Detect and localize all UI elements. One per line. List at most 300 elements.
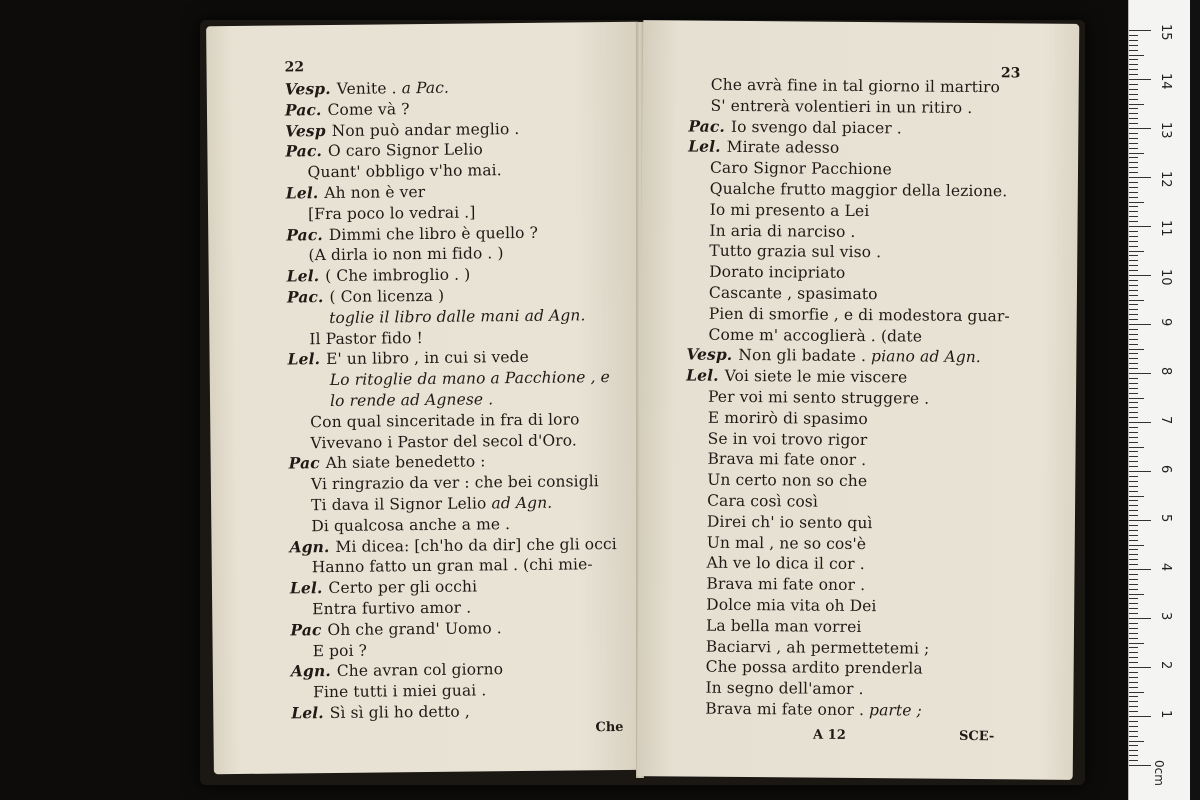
ruler-tick <box>1129 647 1138 648</box>
line-text: Qualche frutto maggior della lezione. <box>709 179 1008 201</box>
line-text: Entra furtivo amor . <box>312 598 472 619</box>
text-line <box>687 220 1010 244</box>
right-page-lines <box>683 75 1012 722</box>
text-line <box>687 262 1010 286</box>
left-page-lines <box>285 76 619 724</box>
text-line <box>288 430 615 454</box>
ruler-tick <box>1129 231 1138 232</box>
ruler-tick <box>1129 628 1138 629</box>
line-text: Vivevano i Pastor del secol d'Oro. <box>310 430 577 452</box>
line-text: Che avran col giorno <box>336 660 504 681</box>
ruler-tick <box>1129 74 1138 75</box>
ruler-tick <box>1129 623 1138 624</box>
ruler-tick <box>1129 594 1144 595</box>
line-text: Io svengo dal piacer . <box>730 117 902 137</box>
ruler-tick <box>1129 461 1138 462</box>
ruler-tick <box>1129 496 1144 497</box>
text-line <box>688 199 1011 223</box>
ruler-tick <box>1129 510 1138 511</box>
line-text: Quant' obbligo v'ho mai. <box>307 161 502 182</box>
measuring-ruler <box>1128 0 1193 800</box>
ruler-tick <box>1129 373 1151 374</box>
line-text: (A dirla io non mi fido . ) <box>308 244 504 265</box>
ruler-tick <box>1129 677 1138 678</box>
line-text: Sì sì gli ho detto , <box>329 702 470 722</box>
text-line <box>684 553 1007 577</box>
line-text: S' entrerà volentieri in un ritiro . <box>710 96 973 117</box>
ruler-unit-label: 0cm <box>1152 760 1166 786</box>
ruler-tick <box>1129 672 1138 673</box>
ruler-tick <box>1129 197 1138 198</box>
ruler-tick <box>1129 35 1138 36</box>
ruler-tick <box>1129 706 1138 707</box>
ruler-number: 7 <box>1158 416 1173 425</box>
line-text: Cara così così <box>707 491 819 511</box>
line-text: Dolce mia vita oh Dei <box>706 595 877 616</box>
ruler-number: 6 <box>1158 465 1173 474</box>
ruler-tick <box>1129 113 1138 114</box>
ruler-number: 2 <box>1158 661 1173 670</box>
line-text: Brava mi fate onor . <box>706 574 866 595</box>
ruler-tick <box>1129 559 1138 560</box>
ruler-tick <box>1129 682 1138 683</box>
text-line <box>686 386 1009 410</box>
stage-direction: toglie il libro dalle mani ad Agn. <box>329 306 586 327</box>
ruler-tick <box>1129 378 1138 379</box>
line-text: Come và ? <box>327 99 410 119</box>
ruler-tick <box>1129 466 1138 467</box>
line-text: Se in voi trovo rigor <box>707 429 868 449</box>
ruler-tick <box>1129 89 1138 90</box>
ruler-tick <box>1129 157 1138 158</box>
text-line <box>686 366 1009 390</box>
text-line <box>688 178 1011 202</box>
ruler-tick <box>1129 353 1138 354</box>
speaker-label: Lel. <box>289 578 323 598</box>
ruler-tick <box>1129 726 1138 727</box>
ruler-tick <box>1129 525 1138 526</box>
line-text: Un mal , ne so cos'è <box>706 533 867 553</box>
ruler-tick <box>1129 564 1138 565</box>
ruler-tick <box>1129 138 1138 139</box>
speaker-label: Agn. <box>290 661 331 681</box>
line-text: Dimmi che libro è quello ? <box>328 223 539 244</box>
line-text: Io mi presento a Lei <box>709 200 870 220</box>
text-line <box>683 678 1006 702</box>
speaker-label: Lel. <box>285 183 319 203</box>
text-line <box>684 636 1007 660</box>
ruler-tick <box>1129 255 1138 256</box>
ruler-tick <box>1129 211 1138 212</box>
ruler-tick <box>1129 202 1144 203</box>
line-text: Che possa ardito prenderla <box>705 657 923 678</box>
text-line <box>685 470 1008 494</box>
right-signature: A 12 <box>813 727 846 743</box>
ruler-tick <box>1129 59 1138 60</box>
left-catchword: Che <box>595 719 624 736</box>
text-line <box>291 700 618 724</box>
ruler-tick <box>1129 128 1151 129</box>
text-line <box>288 409 615 433</box>
line-text: In segno dell'amor . <box>705 678 864 699</box>
left-page-number: 22 <box>284 59 305 76</box>
ruler-tick <box>1129 398 1144 399</box>
line-text: E morirò di spasimo <box>707 408 868 428</box>
line-text: Oh che grand' Uomo . <box>327 618 502 639</box>
ruler-tick <box>1129 216 1138 217</box>
right-page-number: 23 <box>1000 65 1021 82</box>
line-text: Che avrà fine in tal giorno il martiro <box>710 75 1001 97</box>
ruler-tick <box>1129 437 1138 438</box>
ruler-tick <box>1129 79 1151 80</box>
ruler-tick <box>1129 123 1138 124</box>
ruler-tick <box>1129 133 1138 134</box>
text-line <box>683 698 1006 722</box>
stage-direction: ad Agn. <box>491 493 553 513</box>
ruler-tick <box>1129 574 1138 575</box>
speaker-label: Vesp. <box>284 78 331 99</box>
ruler-tick <box>1129 368 1138 369</box>
speaker-label: Lel. <box>688 136 721 157</box>
ruler-tick <box>1129 270 1138 271</box>
ruler-tick <box>1129 491 1138 492</box>
ruler-tick <box>1129 148 1138 149</box>
speaker-label: Lel. <box>686 365 719 385</box>
ruler-tick <box>1129 540 1138 541</box>
ruler-tick <box>1129 692 1144 693</box>
speaker-label: Pac <box>290 619 322 640</box>
speaker-label: Vesp <box>285 120 326 141</box>
speaker-label: Pac. <box>286 287 324 307</box>
ruler-tick <box>1129 701 1138 702</box>
line-text: ( Che imbroglio . ) <box>325 265 471 286</box>
ruler-tick <box>1129 388 1138 389</box>
text-line <box>688 116 1011 140</box>
text-line <box>289 471 616 495</box>
ruler-tick <box>1129 760 1138 761</box>
line-text: Venite . <box>336 79 402 98</box>
ruler-number: 13 <box>1158 122 1173 139</box>
ruler-number: 12 <box>1158 171 1173 188</box>
ruler-tick <box>1129 162 1138 163</box>
line-text: Mi dicea: [ch'ho da dir] che gli occi <box>335 534 617 556</box>
ruler-tick <box>1129 236 1138 237</box>
text-line <box>288 367 615 391</box>
ruler-tick <box>1129 358 1138 359</box>
ruler-tick <box>1129 741 1144 742</box>
ruler-tick <box>1129 716 1151 717</box>
ruler-tick <box>1129 246 1138 247</box>
ruler-tick <box>1129 657 1138 658</box>
ruler-tick <box>1129 608 1138 609</box>
ruler-tick <box>1129 108 1138 109</box>
line-text: ( Con licenza ) <box>329 286 445 306</box>
ruler-tick <box>1129 530 1138 531</box>
ruler-tick <box>1129 182 1138 183</box>
ruler-tick <box>1129 422 1151 423</box>
ruler-number: 3 <box>1158 612 1173 621</box>
ruler-tick <box>1129 412 1138 413</box>
stage-direction: Lo ritoglie da mano a Pacchione , e <box>329 368 610 390</box>
line-text: Hanno fatto un gran mal . (chi mie- <box>311 555 593 577</box>
text-line <box>685 532 1008 556</box>
line-text: Baciarvi , ah permettetemi ; <box>705 637 930 658</box>
line-text: Di qualcosa anche a me . <box>311 514 511 535</box>
line-text: [Fra poco lo vedrai .] <box>307 203 476 224</box>
ruler-number: 14 <box>1158 73 1173 90</box>
stage-direction: parte ; <box>869 701 922 720</box>
text-line <box>685 511 1008 535</box>
speaker-label: Vesp. <box>686 344 733 365</box>
ruler-tick <box>1129 30 1151 31</box>
text-line <box>290 554 617 578</box>
speaker-label: Lel. <box>287 349 321 369</box>
text-line <box>688 158 1011 182</box>
ruler-tick <box>1129 618 1151 619</box>
line-text: Caro Signor Pacchione <box>709 158 892 179</box>
ruler-tick <box>1129 643 1144 644</box>
ruler-tick <box>1129 486 1138 487</box>
ruler-tick <box>1129 569 1151 570</box>
ruler-tick <box>1129 280 1138 281</box>
line-text: Tutto grazia sul viso . <box>709 242 882 262</box>
ruler-tick <box>1129 402 1138 403</box>
ruler-tick <box>1129 241 1138 242</box>
line-text: Ah siate benedetto : <box>325 452 486 473</box>
ruler-tick <box>1129 275 1151 276</box>
text-line <box>287 305 614 329</box>
text-line <box>684 574 1007 598</box>
ruler-tick <box>1129 584 1138 585</box>
ruler-tick <box>1129 265 1138 266</box>
ruler-tick <box>1129 589 1138 590</box>
ruler-tick <box>1129 407 1138 408</box>
ruler-number: 10 <box>1158 269 1173 286</box>
text-line <box>688 137 1011 161</box>
speaker-label: Lel. <box>291 702 324 723</box>
line-text: Per voi mi sento struggere . <box>707 387 930 408</box>
text-line <box>689 75 1012 99</box>
right-catchword: SCE- <box>959 728 995 745</box>
ruler-tick <box>1129 476 1138 477</box>
ruler-tick <box>1129 750 1138 751</box>
ruler-tick <box>1129 662 1138 663</box>
line-text: Certo per gli occhi <box>328 577 478 598</box>
ruler-tick <box>1129 613 1138 614</box>
ruler-tick <box>1129 99 1138 100</box>
ruler-tick <box>1129 711 1138 712</box>
line-text: Mirate adesso <box>726 138 840 158</box>
ruler-tick <box>1129 535 1138 536</box>
ruler-tick <box>1129 667 1151 668</box>
text-line <box>684 594 1007 618</box>
text-line <box>686 428 1009 452</box>
ruler-tick <box>1129 638 1138 639</box>
text-line <box>687 282 1010 306</box>
ruler-tick <box>1129 206 1138 207</box>
ruler-tick <box>1129 652 1138 653</box>
ruler-tick <box>1129 471 1151 472</box>
line-text: Ah ve lo dica il cor . <box>706 554 865 574</box>
ruler-tick <box>1129 687 1138 688</box>
ruler-tick <box>1129 736 1138 737</box>
ruler-number: 4 <box>1158 563 1173 572</box>
ruler-tick <box>1129 167 1138 168</box>
line-text: Pien di smorfie , e di modestora guar- <box>708 304 1010 326</box>
line-text: Ti dava il Signor Lelio <box>311 494 492 515</box>
ruler-tick <box>1129 221 1138 222</box>
ruler-tick <box>1129 755 1138 756</box>
ruler-tick <box>1129 481 1138 482</box>
ruler-tick <box>1129 50 1138 51</box>
ruler-number: 1 <box>1158 710 1173 719</box>
line-text: Come m' accoglierà . (date <box>708 325 923 346</box>
ruler-tick <box>1129 505 1138 506</box>
ruler-tick <box>1129 64 1138 65</box>
ruler-tick <box>1129 84 1138 85</box>
ruler-tick <box>1129 603 1138 604</box>
ruler-tick <box>1129 314 1138 315</box>
ruler-tick <box>1129 177 1151 178</box>
ruler-tick <box>1129 260 1138 261</box>
line-text: E poi ? <box>312 641 368 660</box>
ruler-tick <box>1129 324 1151 325</box>
ruler-tick <box>1129 69 1138 70</box>
stage-direction: piano ad Agn. <box>871 347 981 367</box>
left-page <box>206 22 646 774</box>
ruler-tick <box>1129 696 1138 697</box>
ruler-tick <box>1129 633 1138 634</box>
text-line <box>685 490 1008 514</box>
text-line <box>684 615 1007 639</box>
ruler-tick <box>1129 319 1138 320</box>
line-text: Direi ch' io sento quì <box>706 512 873 532</box>
ruler-tick <box>1129 456 1138 457</box>
line-text: Fine tutti i miei guai . <box>312 681 487 702</box>
ruler-tick <box>1129 579 1138 580</box>
ruler-tick <box>1129 745 1138 746</box>
stage-direction: lo rende ad Agnese . <box>329 390 494 410</box>
ruler-tick <box>1129 94 1138 95</box>
text-line <box>686 324 1009 348</box>
ruler-edge <box>1190 0 1200 800</box>
ruler-tick <box>1129 339 1138 340</box>
ruler-tick <box>1129 442 1138 443</box>
ruler-number: 5 <box>1158 514 1173 523</box>
ruler-tick <box>1129 451 1138 452</box>
ruler-tick <box>1129 549 1138 550</box>
ruler-tick <box>1129 251 1144 252</box>
stage-direction: a Pac. <box>401 78 450 98</box>
ruler-tick <box>1129 417 1138 418</box>
ruler-tick <box>1129 598 1138 599</box>
text-line <box>687 241 1010 265</box>
ruler-number: 11 <box>1158 220 1173 237</box>
ruler-tick <box>1129 363 1138 364</box>
ruler-tick <box>1129 393 1138 394</box>
text-line <box>686 345 1009 369</box>
text-line <box>684 657 1007 681</box>
ruler-tick <box>1129 285 1138 286</box>
speaker-label: Pac. <box>688 116 726 136</box>
ruler-tick <box>1129 344 1138 345</box>
ruler-tick <box>1129 45 1138 46</box>
ruler-tick <box>1129 192 1138 193</box>
ruler-number: 15 <box>1158 24 1173 41</box>
ruler-tick <box>1129 295 1138 296</box>
line-text: Un certo non so che <box>707 470 868 491</box>
speaker-label: Pac. <box>285 141 323 161</box>
ruler-tick <box>1129 40 1138 41</box>
ruler-tick <box>1129 143 1138 144</box>
ruler-tick <box>1129 187 1138 188</box>
line-text: Brava mi fate onor . <box>705 699 870 720</box>
ruler-tick <box>1129 383 1138 384</box>
ruler-tick <box>1129 349 1144 350</box>
line-text: Brava mi fate onor . <box>707 450 867 470</box>
ruler-tick <box>1129 721 1138 722</box>
text-line <box>685 449 1008 473</box>
ruler-tick <box>1129 118 1138 119</box>
ruler-tick <box>1129 153 1144 154</box>
ruler-tick <box>1129 427 1138 428</box>
text-line <box>686 407 1009 431</box>
ruler-tick <box>1129 304 1138 305</box>
line-text: Non può andar meglio . <box>331 119 520 140</box>
ruler-tick <box>1129 104 1144 105</box>
line-text: E' un libro , in cui si vede <box>325 348 529 369</box>
speaker-label: Pac. <box>286 224 323 245</box>
ruler-tick <box>1129 432 1138 433</box>
ruler-tick <box>1129 329 1138 330</box>
line-text: O caro Signor Lelio <box>327 140 484 161</box>
line-text: Voi siete le mie viscere <box>724 366 908 387</box>
text-line <box>688 95 1011 119</box>
line-text: Con qual sinceritade in fra di loro <box>310 410 580 431</box>
line-text: Non gli badate . <box>738 346 872 366</box>
speaker-label: Pac. <box>284 99 322 120</box>
ruler-tick <box>1129 500 1138 501</box>
ruler-tick <box>1129 309 1138 310</box>
text-line <box>687 303 1010 327</box>
speaker-label: Lel. <box>286 266 320 286</box>
ruler-tick <box>1129 334 1138 335</box>
line-text: Dorato incipriato <box>709 262 846 283</box>
right-page <box>637 20 1080 780</box>
line-text: Il Pastor fido ! <box>309 328 424 348</box>
ruler-tick <box>1129 515 1138 516</box>
ruler-tick <box>1129 545 1144 546</box>
ruler-tick <box>1129 172 1138 173</box>
ruler-tick <box>1129 447 1144 448</box>
ruler-tick <box>1129 300 1144 301</box>
ruler-tick <box>1129 554 1138 555</box>
speaker-label: Agn. <box>289 536 330 556</box>
ruler-tick <box>1129 765 1151 766</box>
line-text: Cascante , spasimato <box>708 283 878 304</box>
line-text: Ah non è ver <box>324 182 426 203</box>
ruler-tick <box>1129 731 1138 732</box>
ruler-tick <box>1129 55 1144 56</box>
ruler-tick <box>1129 520 1151 521</box>
ruler-number: 8 <box>1158 367 1173 376</box>
line-text: Vi ringrazio da ver : che bei consigli <box>310 472 599 494</box>
line-text: In aria di narciso . <box>709 221 856 241</box>
ruler-tick <box>1129 290 1138 291</box>
ruler-number: 9 <box>1158 318 1173 327</box>
speaker-label: Pac <box>288 453 320 473</box>
ruler-tick <box>1129 226 1151 227</box>
